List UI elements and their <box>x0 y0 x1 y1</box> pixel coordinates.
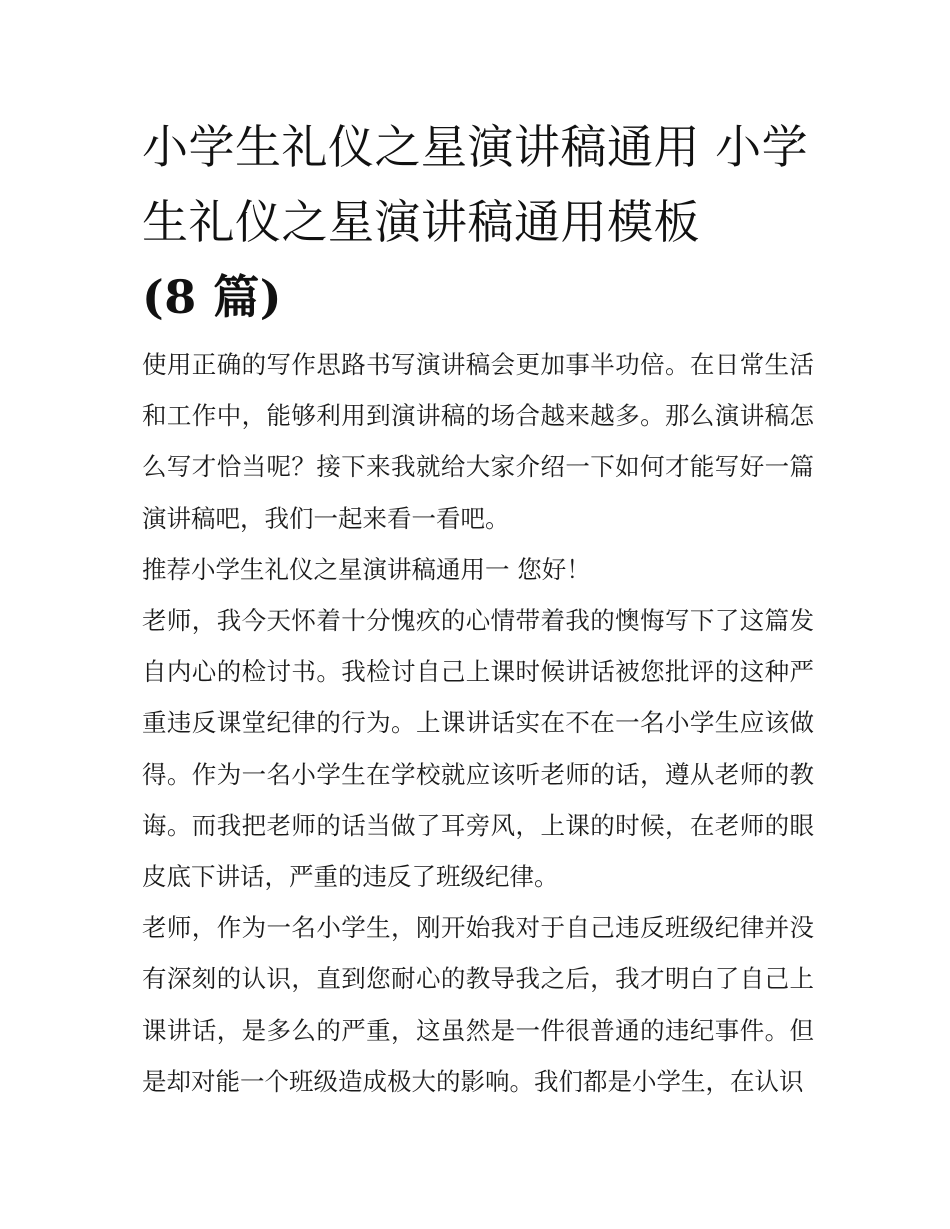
document-page <box>142 110 814 1107</box>
body-paragraph: 老师，作为一名小学生，刚开始我对于自己违反班级纪律并没有深刻的认识，直到您耐心的教导我之后，我才明白了自己上课讲话，是多么的严重，这虽然是一件很普通的违纪事件。但是却对能一个班级造成极大的影响。我们都是小学生，在认识 <box>142 913 814 1096</box>
section-heading: 推荐小学生礼仪之星演讲稿通用一 您好！ <box>142 554 591 584</box>
document-body <box>142 339 814 1107</box>
body-paragraph: 老师，我今天怀着十分愧疚的心情带着我的懊悔写下了这篇发自内心的检讨书。我检讨自己上课时候讲话被您批评的这种严重违反课堂纪律的行为。上课讲话实在不在一名小学生应该做得。作为一名小学生在学校就应该听老师的话，遵从老师的教诲。而我把老师的话当做了耳旁风，上课的时候，在老师的眼皮底下讲话，严重的违反了班级纪律。 <box>142 606 814 892</box>
document-title-suffix: (8 篇) <box>142 270 283 324</box>
intro-paragraph: 使用正确的写作思路书写演讲稿会更加事半功倍。在日常生活和工作中，能够利用到演讲稿的场合越来越多。那么演讲稿怎么写才恰当呢？接下来我就给大家介绍一下如何才能写好一篇演讲稿吧，我们一起来看一看吧。 <box>142 350 814 533</box>
document-title <box>142 110 814 335</box>
document-title-text: 小学生礼仪之星演讲稿通用 小学生礼仪之星演讲稿通用模板 <box>142 120 809 249</box>
